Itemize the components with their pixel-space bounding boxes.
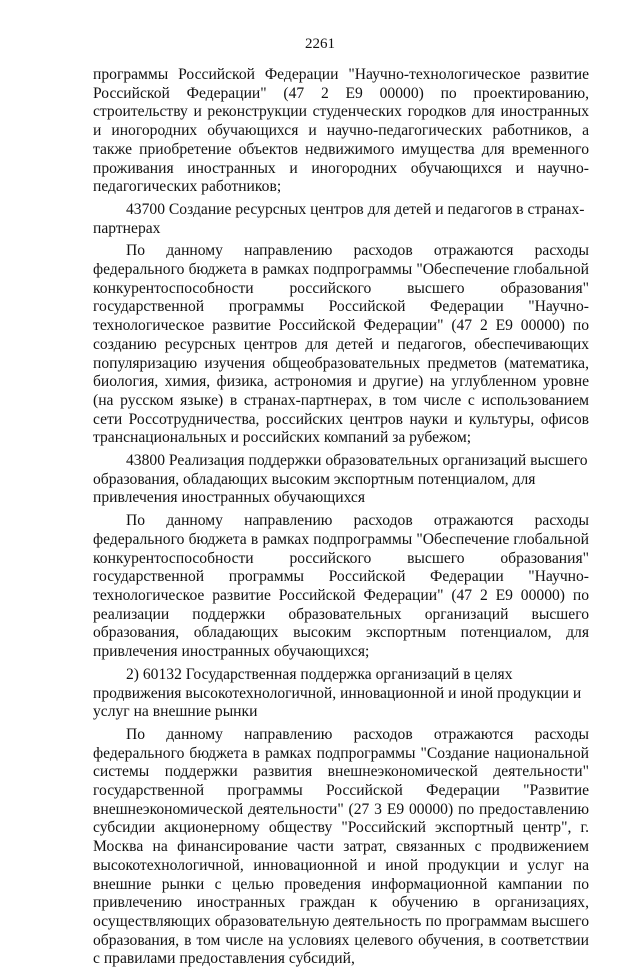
section-heading: 2) 60132 Государственная поддержка организаций в целях продвижения высокотехнологичной, инновационной и иной продукции и услуг на внешние рынки — [93, 665, 582, 721]
section-heading: 43800 Реализация поддержки образовательных организаций высшего образования, обладающих высоким экспортным потенциалом, для привлечения иностранных обучающихся — [93, 452, 588, 507]
paragraph: По данному направлению расходов отражаются расходы федерального бюджета в рамках подпрограммы "Обеспечение глобальной конкурентоспособности российского высшего образования" государственной программы Российской Федерации "Научно-технологическое развитие Российской Федерации" (47 2 Е9 00000) по реализации поддержки образовательных организаций высшего образования, обладающих высоким экспортным потенциалом, для привлечения иностранных обучающихся; — [93, 512, 589, 661]
paragraph: По данному направлению расходов отражаются расходы федерального бюджета в рамках подпрограммы "Создание национальной системы поддержки развития внешнеэкономической деятельности" государственной программы Российской Федерации "Развитие внешнеэкономической деятельности" (27 3 Е9 00000) по предоставлению субсидии акционерному обществу "Российский экспортный центр", г. Москва на финансирование части затрат, связанных с продвижением высокотехнологичной, инновационной и иной продукции и услуг на внешние рынки с целью проведения информационной кампании по привлечению иностранных граждан к обучению в организациях, осуществляющих образовательную деятельность по программам высшего образования, в том числе на условиях целевого обучения, в соответствии с правилами предоставления субсидий, — [93, 725, 589, 968]
page-number: 2261 — [305, 36, 335, 52]
section-heading: 43700 Создание ресурсных центров для детей и педагогов в странах-партнерах — [93, 200, 585, 237]
paragraph: По данному направлению расходов отражаются расходы федерального бюджета в рамках подпрограммы "Обеспечение глобальной конкурентоспособности российского высшего образования" государственной программы Российской Федерации "Научно-технологическое развитие Российской Федерации" (47 2 Е9 00000) по созданию ресурсных центров для детей и педагогов, обеспечивающих популяризацию изучения общеобразовательных предметов (математика, биология, химия, физика, астрономия и другие) на углубленном уровне (на русском языке) в странах-партнерах, в том числе с использованием сети Россотрудничества, российских центров науки и культуры, офисов транснациональных и российских компаний за рубежом; — [93, 242, 589, 447]
document-body — [93, 66, 589, 973]
paragraph: программы Российской Федерации "Научно-технологическое развитие Российской Федерации" (47 2 Е9 00000) по проектированию, строительству и реконструкции студенческих городков для иностранных и иногородних обучающихся и научно-педагогических работников, а также приобретение объектов недвижимого имущества для временного проживания иностранных и иногородних обучающихся и научно-педагогических работников; — [93, 66, 589, 196]
